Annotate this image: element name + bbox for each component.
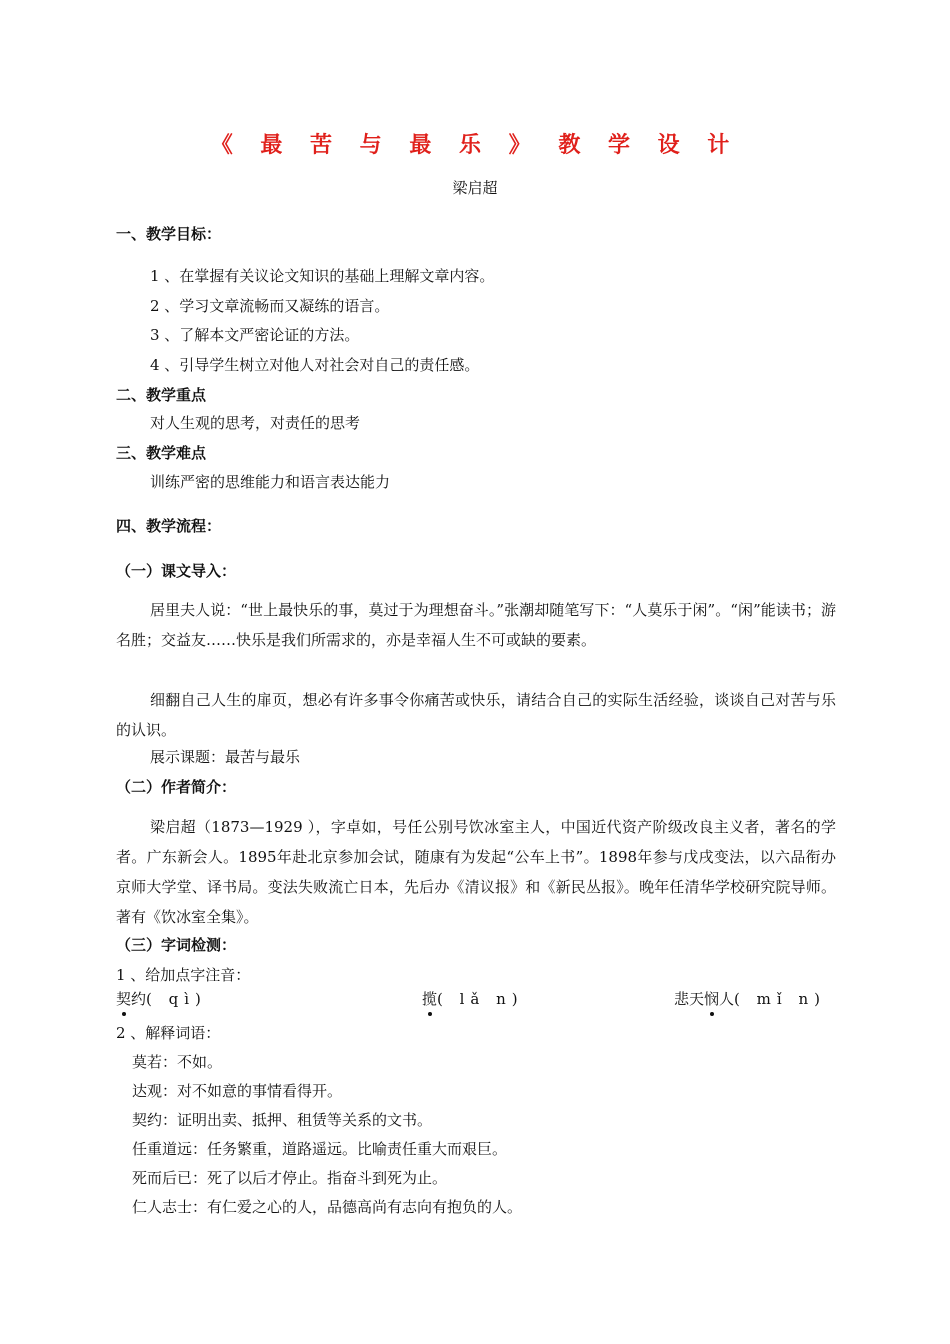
goal-item: 2 、学习文章流畅而又凝练的语言。 [150, 297, 390, 315]
explain-item: 仁人志士：有仁爱之心的人，品德高尚有志向有抱负的人。 [132, 1198, 523, 1216]
difficulty-text: 训练严密的思维能力和语言表达能力 [150, 473, 391, 491]
page-title: 《 最 苦 与 最 乐 》 教 学 设 计 [210, 133, 740, 158]
goal-item: 3 、了解本文严密论证的方法。 [150, 326, 360, 344]
dotted-char: 揽 [422, 990, 438, 1008]
intro-paragraph: 展示课题：最苦与最乐 [150, 748, 301, 766]
bio-heading: （二）作者简介： [116, 778, 237, 796]
goals-heading: 一、教学目标： [116, 225, 222, 243]
dotted-char: 悯 [704, 990, 720, 1008]
intro-paragraph: 居里夫人说：“世上最快乐的事，莫过于为理想奋斗。”张潮却随笔写下：“人莫乐于闲”。“闲”能读书；游名胜；交益友……快乐是我们所需求的，亦是幸福人生不可或缺的要素。 [116, 601, 836, 649]
key-text: 对人生观的思考，对责任的思考 [150, 414, 361, 432]
goal-item: 1 、在掌握有关议论文知识的基础上理解文章内容。 [150, 267, 495, 285]
explain-label: 2 、解释词语： [116, 1024, 221, 1042]
difficulty-heading: 三、教学难点 [116, 444, 207, 462]
pinyin-item: 揽( lǎ n) [422, 990, 524, 1008]
goal-item: 4 、引导学生树立对他人对社会对自己的责任感。 [150, 356, 480, 374]
dotted-char: 契 [116, 990, 132, 1008]
explain-item: 契约：证明出卖、抵押、租赁等关系的文书。 [132, 1111, 433, 1129]
key-heading: 二、教学重点 [116, 386, 207, 404]
intro-heading: （一）课文导入： [116, 562, 237, 580]
explain-item: 死而后已：死了以后才停止。指奋斗到死为止。 [132, 1169, 448, 1187]
pinyin-label: 1 、给加点字注音： [116, 966, 251, 984]
pinyin-item: 契约( qì) [116, 990, 207, 1008]
explain-item: 达观：对不如意的事情看得开。 [132, 1082, 343, 1100]
pinyin-row [116, 988, 836, 1018]
process-heading: 四、教学流程： [116, 517, 222, 535]
bio-paragraph: 梁启超（1873—1929 ），字卓如，号任公别号饮冰室主人，中国近代资产阶级改良主义者，著名的学者。广东新会人。1895年赴北京参加会试，随康有为发起“公车上书”。1898年参与戊戌变法，以六品衔办京师大学堂、译书局。变法失败流亡日本，先后办《清议报》和《新民丛报》。晚年任清华学校研究院导师。著有《饮冰室全集》。 [116, 818, 836, 926]
intro-paragraph: 细翻自己人生的扉页，想必有许多事令你痛苦或快乐，请结合自己的实际生活经验，谈谈自己对苦与乐的认识。 [116, 691, 836, 739]
explain-item: 莫若：不如。 [132, 1053, 223, 1071]
pinyin-item: 悲天悯人( mǐ n) [674, 990, 826, 1008]
vocab-heading: （三）字词检测： [116, 936, 237, 954]
explain-item: 任重道远：任务繁重，道路遥远。比喻责任重大而艰巨。 [132, 1140, 508, 1158]
author-name: 梁启超 [452, 179, 498, 197]
